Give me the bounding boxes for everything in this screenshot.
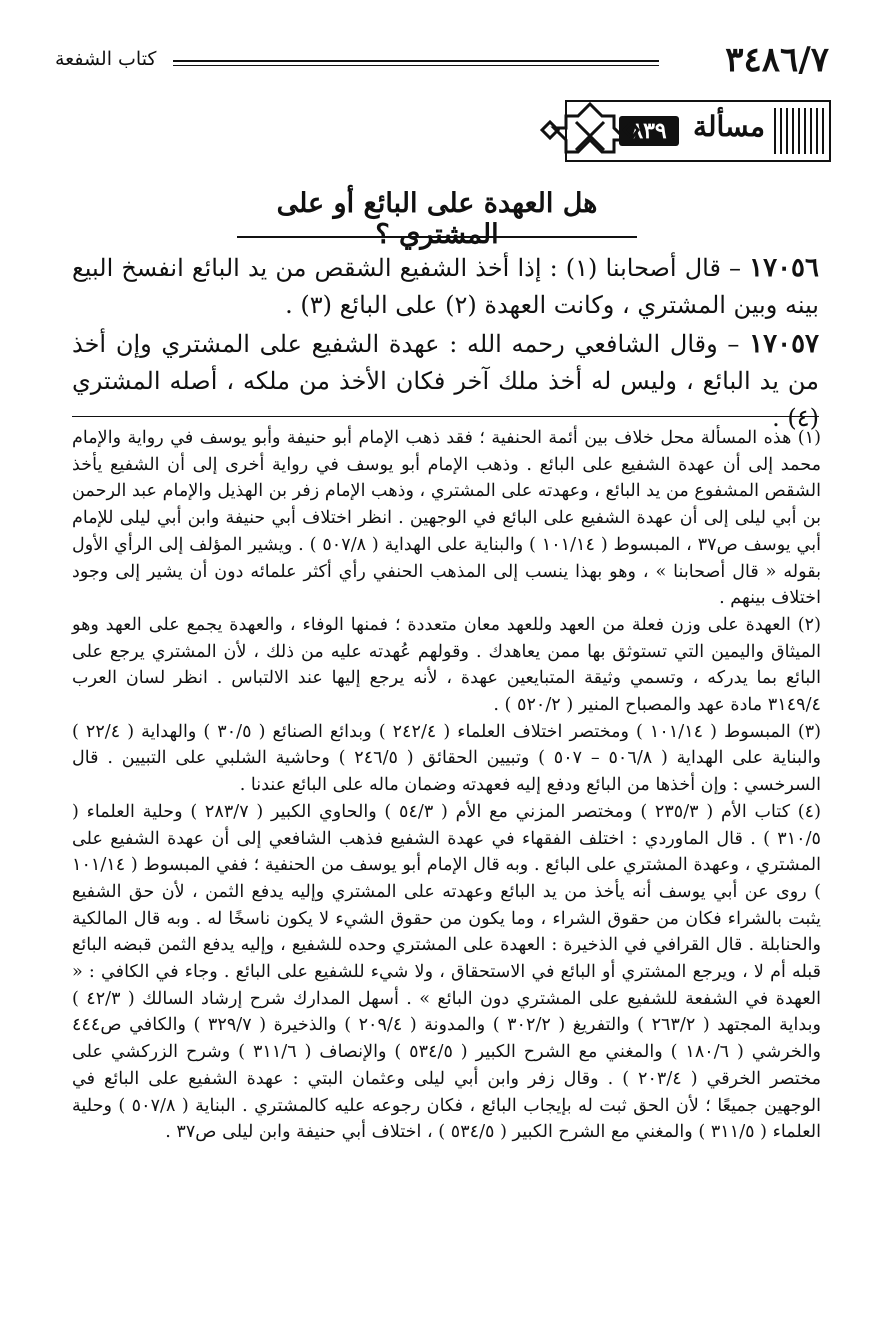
footnote: (١) هذه المسألة محل خلاف بين أئمة الحنفية ؛ فقد ذهب الإمام أبو حنيفة وأبو يوسف في رواية والإمام محمد إلى أن عهدة الشفيع على البائع . وذهب الإمام أبو يوسف في رواية أخرى إلى أن الشفيع يأخذ الشقص المشفوع من يد البائع ، وعهدته على المشتري ، وذهب الإمام زفر بن الهذيل والإمام عبد الرحمن بن أبي ليلى إلى أن عهدة الشفيع على البائع في الوجهين . انظر اختلاف أبي حنيفة وابن أبي ليلى للإمام أبي يوسف ص٣٧ ، المبسوط ( ١٠١/١٤ ) والبناية على الهداية ( ٥٠٧/٨ ) . ويشير المؤلف إلى الرأي الأول بقوله « قال أصحابنا » ، وهو بهذا ينسب إلى المذهب الحنفي رأي أكثر علمائه دون أن يشير إلى وجود اختلاف بينهم . bbox=[72, 428, 821, 609]
hatch-decoration bbox=[774, 108, 826, 154]
header-rule-thin bbox=[173, 65, 659, 66]
footnote-separator bbox=[72, 416, 819, 417]
paragraph-number: ١٧٠٥٦ bbox=[749, 253, 819, 283]
question-title: هل العهدة على البائع أو على المشتري ؟ bbox=[276, 188, 598, 250]
running-header bbox=[55, 40, 829, 80]
book-title: كتاب الشفعة bbox=[55, 48, 157, 70]
footnote: (٣) المبسوط ( ١٠١/١٤ ) ومختصر اختلاف العلماء ( ٢٤٢/٤ ) وبدائع الصنائع ( ٣٠/٥ ) والهداية ( ٢٢/٤ ) والبناية على الهداية ( ٥٠٦/٨ – ٥٠٧ ) وتبيين الحقائق ( ٢٤٦/٥ ) وحاشية الشلبي على التبيين . قال السرخسي : وإن أخذها من البائع ودفع إليه فعهدته وضمان ماله على البائع عندنا . bbox=[72, 721, 822, 796]
footnotes bbox=[72, 425, 821, 1146]
paragraph-text: – قال أصحابنا (١) : إذا أخذ الشفيع الشقص من يد البائع انفسخ البيع بينه وبين المشتري ، وكانت العهدة (٢) على البائع (٣) . bbox=[72, 254, 819, 319]
footnote: (٤) كتاب الأم ( ٢٣٥/٣ ) ومختصر المزني مع الأم ( ٥٤/٣ ) والحاوي الكبير ( ٢٨٣/٧ ) وحلية العلماء ( ٣١٠/٥ ) . قال الماوردي : اختلف الفقهاء في عهدة الشفيع فذهب الشافعي إلى أن عهدة الشفيع على المشتري ، وعهدة المشتري على البائع . وبه قال الإمام أبو يوسف من الحنفية ؛ ففي المبسوط ( ١٠١/١٤ ) روى عن أبي يوسف أنه يأخذ من يد البائع وعهدته على المشتري وإليه يدفع الثمن ، لأن حق الشفيع يثبت بالشراء فكان من حقوق الشراء ، وما يكون من حقوق الشيء لا يكون ناسخًا له . وبه قال المالكية والحنابلة . قال القرافي في الذخيرة : العهدة على المشتري وحده للشفيع ، وإليه يدفع الثمن قبضه البائع قبله أم لا ، ويرجع المشتري أو البائع في الاستحقاق ، ولا شيء للشفيع على البائع . وجاء في الكافي : « العهدة في الشفعة للشفيع على المشتري دون البائع » . أسهل المدارك شرح إرشاد السالك ( ٤٢/٣ ) وبداية المجتهد ( ٢٦٣/٢ ) والتفريغ ( ٣٠٢/٢ ) والمدونة ( ٢٠٩/٤ ) والذخيرة ( ٣٢٩/٧ ) والكافي ص٤٤٤ والخرشي ( ١٨٠/٦ ) والمغني مع الشرح الكبير ( ٥٣٤/٥ ) والإنصاف ( ٣١١/٦ ) وشرح الزركشي على مختصر الخرقي ( ٢٠٣/٤ ) . وقال زفر وابن أبي ليلى وعثمان البتي : عهدة الشفيع على البائع في الوجهين جميعًا ؛ لأن الحق ثبت له بإيجاب البائع ، فكان رجوعه عليه كالمشتري . البناية ( ٥٠٧/٨ ) وحلية العلماء ( ٣١١/٥ ) والمغني مع الشرح الكبير ( ٥٣٤/٥ ) ، اختلاف أبي حنيفة وابن ليلى ص٣٧ . bbox=[72, 801, 821, 1143]
issue-banner bbox=[540, 100, 831, 160]
issue-label: مسألة bbox=[692, 110, 765, 143]
paragraph-number: ١٧٠٥٧ bbox=[749, 329, 819, 359]
issue-number: ٨٣٩ bbox=[619, 116, 679, 146]
ornament-icon bbox=[540, 102, 640, 158]
title-underline bbox=[237, 236, 637, 238]
paragraph-text: – وقال الشافعي رحمه الله : عهدة الشفيع على المشتري وإن أخذ من يد البائع ، وليس له أخذ ملك آخر فكان الأخذ من ملكه ، أصله المشتري (٤) . bbox=[72, 330, 819, 432]
paragraph bbox=[72, 326, 819, 437]
page-number: ٣٤٨٦/٧ bbox=[725, 40, 829, 80]
main-text bbox=[72, 250, 819, 439]
footnote: (٢) العهدة على وزن فعلة من العهد وللعهد معان متعددة ؛ فمنها الوفاء ، والعهدة يجمع على العهد وهو الميثاق واليمين التي تستوثق بها ممن يعاهدك . وقولهم عُهدته عليه من ذلك ، لأن المشتري يرجع على البائع بما يدركه ، وتسمي وثيقة المتبايعين عهدة ، لأنه يرجع إليها عند الالتباس . انظر لسان العرب ٣١٤٩/٤ مادة عهد والمصباح المنير ( ٥٢٠/٢ ) . bbox=[72, 614, 821, 716]
paragraph bbox=[72, 250, 819, 324]
header-rule bbox=[173, 60, 659, 62]
